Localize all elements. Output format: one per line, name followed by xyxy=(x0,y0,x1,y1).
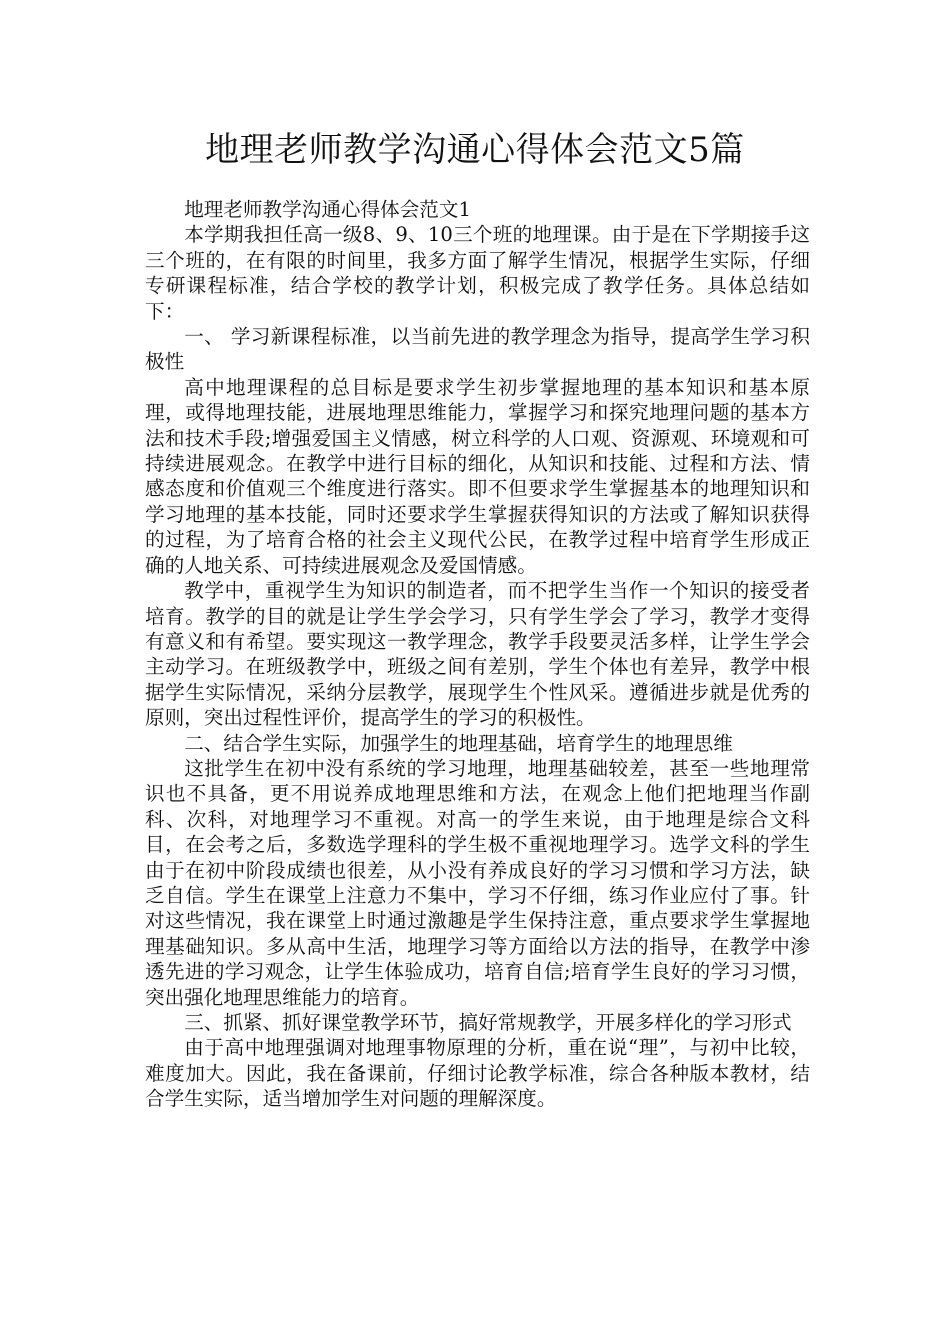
document-title: 地理老师教学沟通心得体会范文5篇 xyxy=(205,130,745,170)
paragraph-student-situation: 这批学生在初中没有系统的学习地理，地理基础较差，甚至一些地理常识也不具备，更不用说养成地理思维和方法，在观念上他们把地理当作副科、次科，对地理学习不重视。对高一的学生来说，由于地理是综合文科目，在会考之后，多数选学理科的学生极不重视地理学习。选学文科的学生由于在初中阶段成绩也很差，从小没有养成良好的学习习惯和学习方法，缺乏自信。学生在课堂上注意力不集中，学习不仔细，练习作业应付了事。针对这些情况，我在课堂上时通过激趣是学生保持注意，重点要求学生掌握地理基础知识。多从高中生活，地理学习等方面给以方法的指导，在教学中渗透先进的学习观念，让学生体验成功，培育自信;培育学生良好的学习习惯，突出强化地理思维能力的培育。 xyxy=(145,756,810,1009)
section-heading-3: 三、抓紧、抓好课堂教学环节，搞好常规教学，开展多样化的学习形式 xyxy=(184,1011,792,1034)
document-body xyxy=(145,197,810,1112)
paragraph-intro: 本学期我担任高一级8、9、10三个班的地理课。由于是在下学期接手这三个班的，在有限的时间里，我多方面了解学生情况，根据学生实际，仔细专研课程标准，结合学校的教学计划，积极完成了教学任务。具体总结如下： xyxy=(145,223,810,323)
section-heading-2: 二、结合学生实际，加强学生的地理基础，培育学生的地理思维 xyxy=(184,731,733,755)
section-heading-1: 一、 学习新课程标准，以当前先进的教学理念为指导，提高学生学习积极性 xyxy=(145,325,810,374)
paragraph-curriculum-goals: 高中地理课程的总目标是要求学生初步掌握地理的基本知识和基本原理，或得地理技能，进展地理思维能力，掌握学习和探究地理问题的基本方法和技术手段;增强爱国主义情感，树立科学的人口观、资源观、环境观和可持续进展观念。在教学中进行目标的细化，从知识和技能、过程和方法、情感态度和价值观三个维度进行落实。即不但要求学生掌握基本的地理知识和学习地理的基本技能，同时还要求学生掌握获得知识的方法或了解知识获得的过程，为了培育合格的社会主义现代公民，在教学过程中培育学生形成正确的人地关系、可持续进展观念及爱国情感。 xyxy=(145,375,810,577)
paragraph-lesson-preparation: 由于高中地理强调对地理事物原理的分析，重在说“理”，与初中比较，难度加大。因此，我在备课前，仔细讨论教学标准，综合各种版本教材，结合学生实际，适当增加学生对问题的理解深度。 xyxy=(145,1036,810,1111)
section-heading-article-1: 地理老师教学沟通心得体会范文1 xyxy=(184,198,471,221)
paragraph-teaching-approach: 教学中，重视学生为知识的制造者，而不把学生当作一个知识的接受者培育。教学的目的就是让学生学会学习，只有学生学会了学习，教学才变得有意义和有希望。要实现这一教学理念，教学手段要灵活多样，让学生学会主动学习。在班级教学中，班级之间有差别，学生个体也有差异，教学中根据学生实际情况，采纳分层教学，展现学生个性风采。遵循进步就是优秀的原则，突出过程性评价，提高学生的学习的积极性。 xyxy=(145,579,810,730)
